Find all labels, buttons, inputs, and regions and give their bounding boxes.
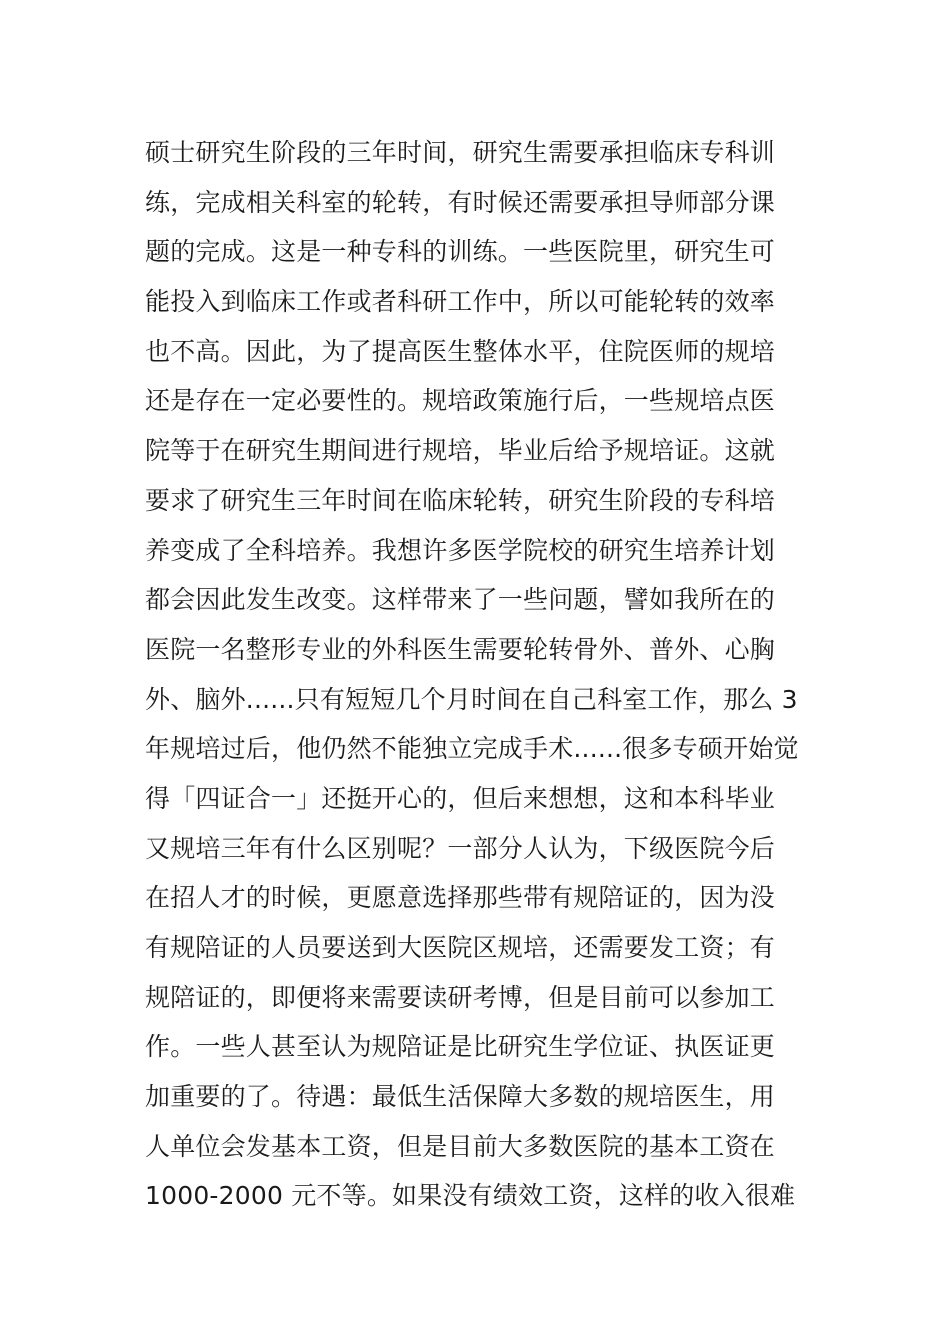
text-line: 得「四证合一」还挺开心的，但后来想想，这和本科毕业: [145, 783, 776, 813]
text-line: 在招人才的时候，更愿意选择那些带有规陪证的，因为没: [145, 883, 776, 913]
text-line: 有规陪证的人员要送到大医院区规培，还需要发工资；有: [145, 933, 776, 962]
text-line: 还是存在一定必要性的。规培政策施行后，一些规培点医: [145, 386, 776, 416]
text-line: 医院一名整形专业的外科医生需要轮转骨外、普外、心胸: [145, 634, 776, 664]
text-line: 都会因此发生改变。这样带来了一些问题，譬如我所在的: [145, 585, 776, 615]
text-line: 加重要的了。待遇：最低生活保障大多数的规培医生，用: [145, 1082, 776, 1112]
text-line: 院等于在研究生期间进行规培，毕业后给予规培证。这就: [145, 436, 776, 466]
text-line: 人单位会发基本工资，但是目前大多数医院的基本工资在: [145, 1131, 776, 1161]
text-line: 1000-2000 元不等。如果没有绩效工资，这样的收入很难: [145, 1181, 796, 1211]
text-line: 规陪证的，即便将来需要读研考博，但是目前可以参加工: [145, 982, 776, 1012]
text-line: 题的完成。这是一种专科的训练。一些医院里，研究生可: [145, 237, 776, 267]
body-paragraph: [145, 128, 845, 1221]
text-line: 又规培三年有什么区别呢？一部分人认为，下级医院今后: [145, 833, 776, 863]
text-line: 练，完成相关科室的轮转，有时候还需要承担导师部分课: [145, 187, 776, 217]
text-line: 作。一些人甚至认为规陪证是比研究生学位证、执医证更: [145, 1032, 776, 1062]
text-line: 硕士研究生阶段的三年时间，研究生需要承担临床专科训: [145, 138, 776, 167]
text-line: 养变成了全科培养。我想许多医学院校的研究生培养计划: [145, 535, 776, 565]
text-line: 外、脑外......只有短短几个月时间在自己科室工作，那么 3: [145, 684, 798, 714]
text-line: 要求了研究生三年时间在临床轮转，研究生阶段的专科培: [145, 485, 776, 515]
text-line: 也不高。因此，为了提高医生整体水平，住院医师的规培: [145, 336, 776, 366]
text-line: 能投入到临床工作或者科研工作中，所以可能轮转的效率: [145, 287, 776, 317]
text-line: 年规培过后，他仍然不能独立完成手术......很多专硕开始觉: [145, 734, 799, 764]
